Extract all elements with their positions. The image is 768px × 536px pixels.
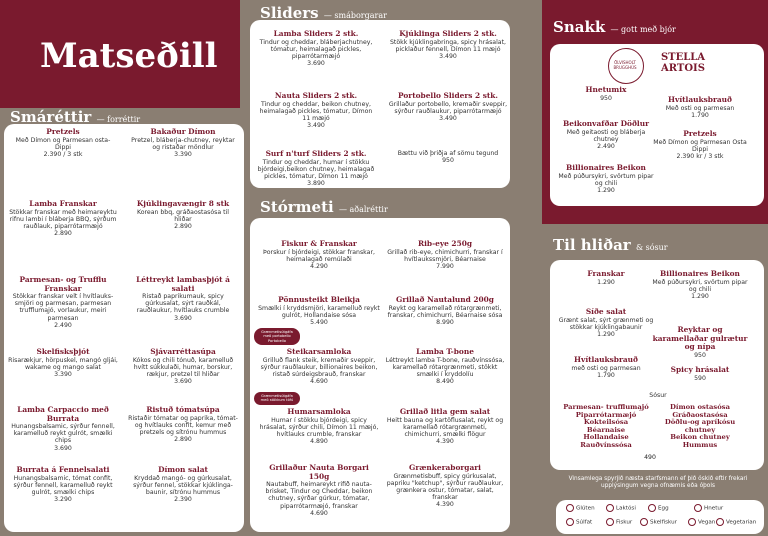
sliders-sub: smáborgarar — [334, 11, 387, 20]
snakk-item-price: 950 — [600, 94, 612, 102]
smarett-item-name: Dímon salat — [158, 465, 208, 474]
side-item — [650, 366, 750, 382]
slider-item — [388, 30, 508, 60]
stormeti-item-desc: Heitt bauna og kartöflusalat, reykt og karamellað rótargrænmeti, chimichurri, smælki flögur — [386, 416, 504, 438]
smarett-item-name: Léttreykt lambasþjót á salati — [136, 275, 230, 293]
snakk-item-name: Billionaires Beikon — [566, 163, 646, 172]
stormeti-item-name: Rib-eye 250g — [417, 239, 473, 248]
side-item-desc: með osti og parmesan — [571, 364, 641, 372]
snakk-item — [650, 96, 750, 119]
stormeti-item-name: Grillað Nautalund 200g — [396, 295, 494, 304]
smarett-title: Smáréttir — [10, 108, 92, 126]
snakk-item-price: 1.290 — [597, 186, 615, 194]
sliders-title: Sliders — [260, 4, 319, 22]
side-item-name: Síðe salat — [585, 307, 627, 316]
stormeti-item-price: 7.990 — [436, 262, 454, 270]
smarett-sub: forréttir — [107, 115, 141, 124]
snakk-item-desc: Með geitaosti og bláberja chutney — [566, 128, 646, 143]
smarett-item-name: Kjúklingavængir 8 stk — [136, 199, 230, 208]
slider-item-price: 3.490 — [439, 52, 457, 60]
smarett-item-price: 2.890 — [174, 222, 192, 230]
snakk-title: Snakk — [553, 18, 606, 36]
stormeti-item-desc: Smælki í kryddsmjöri, karamelluð reykt gulrót, Hollandaise sósa — [258, 304, 380, 319]
smarett-item-price: 2.490 — [54, 321, 72, 329]
side-item — [556, 356, 656, 379]
sauce-item: Hollandaise — [583, 433, 629, 442]
slider-item-desc: Tindur og cheddar, bláberjachutney, tómatur, heimalagað pickles, piparrótarmæjó — [259, 38, 373, 60]
smarett-item-price: 2.890 — [174, 436, 192, 444]
sauce-item: Rauðvínssósa — [580, 440, 632, 449]
legend-item — [566, 504, 595, 512]
sauce-item: Parmesan- truffluma̧jó — [563, 403, 649, 411]
smarett-item — [8, 276, 118, 329]
stormeti-item-name: Steikarsamloka — [286, 347, 352, 356]
tilhlidar-title: Til hliðar — [553, 236, 631, 254]
allergen-icon — [648, 504, 656, 512]
stormeti-item-name: Grillað litla gem salat — [399, 407, 491, 416]
side-item-price: 1.290 — [597, 278, 615, 286]
smarett-item-name: Bakaður Dímon — [150, 127, 216, 136]
legend-item — [606, 518, 632, 526]
smarett-item — [8, 406, 118, 452]
slider-item-price: 3.490 — [307, 122, 325, 130]
stormeti-item-desc: Þorskur í bjórdeigi, stökkar franskar, heimalagað remúlaði — [263, 248, 375, 263]
smarett-item — [128, 466, 238, 503]
stormeti-item-desc: Grillað rib-eye, chimichurri, franskar í hvítlaukssmjöri, Béarnaise — [387, 248, 503, 263]
snakk-item-desc: Með Dímon og Parmesan Osta Dippi — [653, 138, 747, 153]
smarett-item — [128, 128, 238, 158]
snakk-item-name: Hvítlauksbrauð — [668, 95, 732, 104]
smarett-item — [128, 276, 238, 322]
snakk-item-desc: Með púðursykri, svörtum pipar og chili — [558, 172, 654, 187]
slider-item-desc: Tindur og cheddar, beikon chutney, heimalagað pickles, tómatur, Dímon 11 mæjó — [259, 100, 373, 122]
olvisholt-logo-text: ÖLVISHOLT BRUGGHÚS — [613, 60, 637, 70]
smarett-header: Smáréttir — forréttir — [10, 108, 141, 126]
snakk-sub: gott með bjór — [621, 25, 676, 34]
tilhlidar-header — [553, 236, 668, 254]
legend-item — [640, 518, 677, 526]
stormeti-item-price: 4.390 — [436, 501, 454, 509]
snakk-item-name: Hnetumix — [585, 85, 627, 94]
slider-item — [256, 150, 376, 187]
snakk-item — [650, 130, 750, 160]
stormeti-item-price: 8.990 — [436, 318, 454, 326]
slider-item-name: Lamba Sliders 2 stk. — [273, 29, 359, 38]
legend-item — [566, 518, 592, 526]
side-item-name: Reyktar og karamellaðar gulrætur og nípa — [652, 325, 748, 351]
legend-label: Vegetarian — [726, 519, 757, 526]
legend-item — [694, 504, 723, 512]
legend-label: Súlfat — [576, 519, 593, 526]
stormeti-item — [258, 464, 380, 517]
snakk-item-desc: Með osti og parmesan — [665, 104, 735, 112]
smarett-item-desc: Kókos og chili tónuð, karamelluð hvítt súkkulaði, humar, borskur, rækjur, pretzel til hliðar — [132, 356, 234, 378]
stormeti-item-desc: Reykt og karamellað rótargrænmeti, franskar, chimichurri, Béarnaise sósa — [387, 304, 503, 319]
stormeti-item-price: 4.390 — [436, 438, 454, 446]
sosur-title-text: Sósur — [649, 392, 667, 399]
stormeti-item — [384, 240, 506, 270]
smarett-item-desc: Kryddað mangó- og gúrkusalat, sýrður fennel, stökkar kjúklinga-baunir, sítrónu hummus — [133, 474, 233, 496]
slider-item-name: Nauta Sliders 2 stk. — [274, 91, 358, 100]
sliders-header: Sliders — smáborgarar — [260, 4, 387, 22]
stormeti-item-price: 4.290 — [310, 262, 328, 270]
stormeti-item-price: 4.690 — [310, 509, 328, 517]
stormeti-item — [384, 348, 506, 385]
side-item-price: 950 — [694, 351, 706, 359]
smarett-item-desc: Korean bbq, gráðaostasósa til hliðar — [136, 208, 230, 223]
smarett-item-name: Parmesan- og Trufflu Franskar — [19, 275, 107, 293]
sauce-item: Piparrótarmæjó — [575, 410, 637, 419]
stormeti-item-desc: Nautabuff, heimareykt rifið nauta-brisket, Tindur og Cheddar, beikon chutney, sýrðar gúrkur, tómatar, piparrótarmæjó, franskar — [265, 481, 373, 510]
legend-item — [716, 518, 756, 526]
smarett-item — [8, 466, 118, 503]
slider-item-price: 3.490 — [439, 114, 457, 122]
slider-item-desc: Bættu við þriðja af sömu tegund — [397, 150, 499, 157]
sauce-item: Beikon chutney — [670, 433, 730, 442]
smarett-item-price: 3.690 — [54, 444, 72, 452]
sosur-title — [556, 392, 760, 399]
stormeti-item-price: 8.490 — [436, 378, 454, 386]
stormeti-item — [384, 464, 506, 509]
side-item-price: 1.290 — [691, 292, 709, 300]
stormeti-item-name: Grænkeraborgari — [409, 463, 481, 472]
smarett-item-desc: Hunangsbalsamic, sýrður fennell, karamelluð reykt gulrót, smælki chips — [11, 423, 115, 445]
stormeti-header: Stórmeti — aðalréttir — [260, 198, 388, 216]
side-item-desc: Grænt salat, sýrt grænmeti og stökkar kjúklingabaunir — [558, 316, 654, 331]
smarett-item — [8, 128, 118, 158]
sosur-list — [556, 404, 656, 450]
stormeti-item-price: 4.890 — [310, 438, 328, 446]
legend-label: Hnetur — [704, 505, 724, 512]
smarett-item-price: 3.390 — [54, 370, 72, 378]
stormeti-item — [258, 348, 380, 385]
side-item-desc: Með púðursykri, svörtum pipar og chili — [652, 278, 748, 293]
snakk-header: Snakk — gott með bjór — [553, 18, 676, 36]
smarett-item-desc: Stökkar franskar velt í hvítlauks-smjöri og parmesan, parmesan truffluma̧jó, vorlaukur, meiri parmesan — [12, 293, 114, 322]
smarett-item-name: Burrata á Fennelsalati — [16, 465, 110, 474]
stormeti-item-name: Lamba T-bone — [416, 347, 474, 356]
side-item-name: Spicy hrásalat — [670, 365, 730, 374]
sauce-item: Béarnaise — [586, 425, 626, 434]
stormeti-item-name: Pönnusteikt Bleikja — [278, 295, 360, 304]
smarett-item — [128, 348, 238, 385]
snakk-item-name: Beikonvafðar Döðlur — [563, 119, 649, 128]
smarett-item-desc: Ristað paprikumauk, spicy gúrkusalat, sýrt rauðkál, rauðlaukur, hvítlauks crumble — [136, 293, 230, 315]
stella-logo: STELLA ARTOIS — [660, 52, 706, 74]
sosur-list — [650, 404, 750, 450]
smarett-item-desc: Hunangsbalsamic, tómat confit, sýrður fennell, karamelluð reykt gulrót, smælki chips — [13, 474, 113, 496]
side-item — [556, 270, 656, 286]
stormeti-item-desc: Grænmetisbuff, spicy gúrkusalat, papriku "ketchup", sýrður rauðlaukur, grænkera ostur, tómatar, salat, franskar — [386, 472, 504, 502]
smarett-item-price: 2.890 — [54, 230, 72, 238]
legend-label: Fiskur — [616, 519, 633, 526]
smarett-item-name: Sjávarréttasúpa — [150, 347, 216, 356]
allergen-icon — [716, 518, 724, 526]
side-item-name: Billionaires Beikon — [660, 269, 740, 278]
slider-item-price: 950 — [442, 157, 454, 165]
smarett-item-price: 2.390 / 3 stk — [43, 150, 83, 158]
allergen-icon — [640, 518, 648, 526]
allergy-note: Vinsamlega spyrjið næsta starfsmann ef þið óskið eftir frekari upplýsingum vegna ofnæmis eða óþols — [568, 476, 748, 489]
page-title: Matseðill — [40, 36, 218, 76]
snakk-item-name: Pretzels — [683, 129, 717, 138]
stormeti-item-name: Fiskur & Franskar — [281, 239, 357, 248]
stormeti-item — [258, 240, 380, 270]
allergen-icon — [694, 504, 702, 512]
snakk-item — [556, 164, 656, 194]
legend-item — [648, 504, 669, 512]
stormeti-item-desc: Humar í stökku bjórdeigi, spicy hrásalat, sýrður chili, Dímon 11 mæjó, hvítlauks crumble, franskar — [259, 416, 379, 438]
smarett-item — [8, 348, 118, 378]
slider-item-name: Surf n'turf Sliders 2 stk. — [265, 149, 367, 158]
allergen-icon — [566, 518, 574, 526]
snakk-item — [556, 120, 656, 150]
smarett-item-desc: Pretzel, bláberja-chutney, reyktar og ristaðar möndlur — [131, 136, 235, 151]
sosur-price: 490 — [644, 454, 656, 461]
smarett-item-name: Lamba Franskar — [29, 199, 97, 208]
legend-label: Laktósi — [616, 505, 636, 512]
slider-item — [388, 92, 508, 122]
smarett-item-name: Skelfisksþjót — [36, 347, 90, 356]
smarett-item-desc: Risarækjur, hörpuskel, mangó gljái, wakame og mango salat — [8, 356, 118, 371]
vegetarian-badge: Grænmetisútgáfa með portobello Portobello — [254, 328, 300, 345]
side-item-price: 590 — [694, 374, 706, 382]
slider-item-desc: Stökk kjúklingabringa, spicy hrásalat, picklaður fennell, Dímon 11 mæjó — [389, 38, 506, 53]
allergen-icon — [688, 518, 696, 526]
smarett-item-desc: Með Dímon og Parmesan osta-Dippi — [15, 136, 111, 151]
sauce-item: Dímon ostasósa — [669, 403, 730, 411]
side-item-name: Hvítlauksbrauð — [574, 355, 638, 364]
stormeti-item-name: Grillaður Nauta Borgari 150g — [269, 463, 369, 481]
stormeti-item — [384, 408, 506, 445]
tilhlidar-sub: & sósur — [635, 243, 668, 252]
snakk-item — [556, 86, 656, 102]
legend-label: Glúten — [576, 505, 595, 512]
sauce-item: Kokteilsósa — [583, 418, 629, 427]
vegetarian-badge-2: Grænmetisútgáfa með stökkum tófú — [254, 392, 300, 405]
side-item-name: Franskar — [587, 269, 625, 278]
side-item-price: 1.290 — [597, 330, 615, 338]
allergen-icon — [606, 504, 614, 512]
stormeti-item-desc: Léttreykt lamba T-bone, rauðvínssósa, karamellað rótargrænmeti, stökkt smælki í kryddolíu — [385, 356, 505, 378]
side-item — [556, 308, 656, 338]
legend-item — [606, 504, 636, 512]
smarett-item-desc: Stökkar franskar með heimareyktu rifnu lambi í bláberja BBQ, sýrðum rauðlauk, piparrótarmæjó — [9, 208, 117, 230]
smarett-item-name: Pretzels — [46, 127, 80, 136]
smarett-item-price: 3.390 — [174, 150, 192, 158]
smarett-item-price: 3.690 — [174, 314, 192, 322]
stormeti-item-name: Humarsamloka — [287, 407, 351, 416]
legend-label: Vegan — [698, 519, 716, 526]
side-item — [650, 270, 750, 300]
sauce-item: Döðlu-og apríkósu chutney — [664, 418, 736, 434]
snakk-item-price: 2.390 kr / 3 stk — [676, 152, 724, 160]
legend-item — [688, 518, 715, 526]
stormeti-item — [258, 296, 380, 326]
legend-label: Skelfiskur — [650, 519, 677, 526]
smarett-item — [128, 406, 238, 443]
slider-item — [388, 150, 508, 164]
smarett-item — [128, 200, 238, 230]
side-item-price: 1.790 — [597, 371, 615, 379]
allergen-icon — [606, 518, 614, 526]
smarett-item-desc: Ristaðir tómatar og paprika, tómat- og hvítlauks confit, kemur með pretzels og sítrónu hummus — [128, 414, 238, 436]
sauce-item: Hummus — [682, 440, 718, 449]
stormeti-item-desc: Grilluð flank steik, kremaðir sveppir, sýrður rauðlaukur, billionaires beikon, ristað súrdeigsbrauð, franskar — [260, 356, 378, 378]
snakk-item-price: 2.490 — [597, 142, 615, 150]
stormeti-item — [258, 408, 380, 445]
snakk-item-price: 1.790 — [691, 111, 709, 119]
stormeti-sub: aðalréttir — [349, 205, 388, 214]
sauce-item: Gráðaostasósa — [672, 410, 728, 419]
allergen-icon — [566, 504, 574, 512]
stormeti-item-price: 4.690 — [310, 378, 328, 386]
stormeti-item-price: 5.490 — [310, 318, 328, 326]
slider-item-desc: Grillaður portobello, kremaðir sveppir, sýrður rauðlaukur, piparrótarmæjó — [388, 100, 508, 115]
smarett-item-price: 3.690 — [174, 378, 192, 386]
legend-label: Egg — [658, 505, 669, 512]
smarett-item-name: Lamba Carpaccio með Burrata — [17, 405, 109, 423]
stormeti-title: Stórmeti — [260, 198, 334, 216]
slider-item-name: Kjúklinga Sliders 2 stk. — [399, 29, 497, 38]
slider-item — [256, 92, 376, 129]
slider-item — [256, 30, 376, 67]
smarett-item-price: 2.390 — [174, 496, 192, 504]
smarett-item-name: Ristuð tómatsúpa — [146, 405, 220, 414]
slider-item-price: 3.690 — [307, 60, 325, 68]
smarett-item-price: 3.290 — [54, 496, 72, 504]
slider-item-name: Portobello Sliders 2 stk. — [398, 91, 498, 100]
slider-item-price: 3.890 — [307, 180, 325, 188]
side-item — [650, 326, 750, 359]
slider-item-desc: Tindur og cheddar, humar í stökku bjórdeigi,beikon chutney, heimalagað pickles, tómatur, Dímon 11 mæjó — [257, 158, 375, 180]
smarett-item — [8, 200, 118, 237]
stormeti-item — [384, 296, 506, 326]
